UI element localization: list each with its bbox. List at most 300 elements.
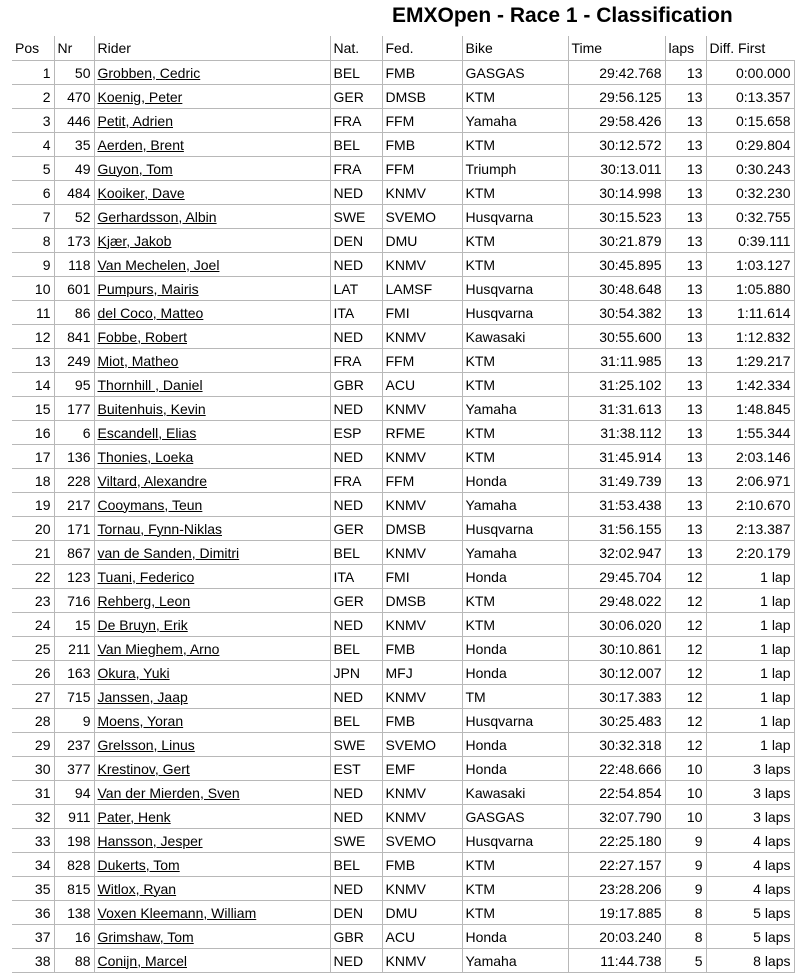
nat-cell: DEN xyxy=(330,901,382,925)
nr-cell: 95 xyxy=(54,373,94,397)
fed-cell: FMB xyxy=(382,637,462,661)
rider-link[interactable]: Kooiker, Dave xyxy=(94,181,330,205)
pos-cell: 2 xyxy=(12,85,54,109)
fed-cell: RFME xyxy=(382,421,462,445)
rider-link[interactable]: Thornhill , Daniel xyxy=(94,373,330,397)
pos-cell: 20 xyxy=(12,517,54,541)
bike-cell: KTM xyxy=(462,421,568,445)
time-cell: 30:45.895 xyxy=(568,253,665,277)
nr-cell: 163 xyxy=(54,661,94,685)
nr-cell: 50 xyxy=(54,61,94,85)
laps-cell: 13 xyxy=(665,133,706,157)
bike-cell: KTM xyxy=(462,229,568,253)
nat-cell: NED xyxy=(330,493,382,517)
nr-cell: 35 xyxy=(54,133,94,157)
nat-cell: NED xyxy=(330,949,382,973)
nr-cell: 377 xyxy=(54,757,94,781)
rider-link[interactable]: del Coco, Matteo xyxy=(94,301,330,325)
table-row xyxy=(12,589,794,613)
time-cell: 31:11.985 xyxy=(568,349,665,373)
diff-cell: 5 laps xyxy=(706,925,794,949)
rider-link[interactable]: Conijn, Marcel xyxy=(94,949,330,973)
diff-cell: 5 laps xyxy=(706,901,794,925)
time-cell: 30:48.648 xyxy=(568,277,665,301)
bike-cell: KTM xyxy=(462,349,568,373)
bike-cell: Yamaha xyxy=(462,109,568,133)
fed-cell: FFM xyxy=(382,109,462,133)
table-row xyxy=(12,829,794,853)
nr-cell: 228 xyxy=(54,469,94,493)
pos-cell: 25 xyxy=(12,637,54,661)
rider-link[interactable]: Okura, Yuki xyxy=(94,661,330,685)
time-cell: 30:13.011 xyxy=(568,157,665,181)
rider-link[interactable]: Gerhardsson, Albin xyxy=(94,205,330,229)
laps-cell: 8 xyxy=(665,901,706,925)
nr-cell: 52 xyxy=(54,205,94,229)
laps-cell: 13 xyxy=(665,301,706,325)
rider-link[interactable]: Petit, Adrien xyxy=(94,109,330,133)
laps-cell: 10 xyxy=(665,805,706,829)
time-cell: 30:21.879 xyxy=(568,229,665,253)
fed-cell: FMB xyxy=(382,709,462,733)
table-row xyxy=(12,517,794,541)
pos-cell: 12 xyxy=(12,325,54,349)
laps-cell: 13 xyxy=(665,277,706,301)
bike-cell: Husqvarna xyxy=(462,205,568,229)
bike-cell: Honda xyxy=(462,757,568,781)
time-cell: 30:55.600 xyxy=(568,325,665,349)
time-cell: 30:12.572 xyxy=(568,133,665,157)
rider-link[interactable]: Kjær, Jakob xyxy=(94,229,330,253)
table-row xyxy=(12,253,794,277)
laps-cell: 12 xyxy=(665,685,706,709)
table-row xyxy=(12,61,794,85)
nat-cell: NED xyxy=(330,805,382,829)
table-row xyxy=(12,109,794,133)
nat-cell: NED xyxy=(330,877,382,901)
pos-cell: 34 xyxy=(12,853,54,877)
table-row xyxy=(12,493,794,517)
time-cell: 19:17.885 xyxy=(568,901,665,925)
time-cell: 31:25.102 xyxy=(568,373,665,397)
time-cell: 32:07.790 xyxy=(568,805,665,829)
bike-cell: KTM xyxy=(462,133,568,157)
table-row xyxy=(12,853,794,877)
fed-cell: FMI xyxy=(382,301,462,325)
col-header-diff: Diff. First xyxy=(706,36,794,61)
laps-cell: 13 xyxy=(665,253,706,277)
nat-cell: ESP xyxy=(330,421,382,445)
laps-cell: 12 xyxy=(665,637,706,661)
nat-cell: GER xyxy=(330,517,382,541)
table-row xyxy=(12,445,794,469)
pos-cell: 26 xyxy=(12,661,54,685)
nat-cell: BEL xyxy=(330,133,382,157)
nat-cell: JPN xyxy=(330,661,382,685)
nr-cell: 211 xyxy=(54,637,94,661)
bike-cell: Husqvarna xyxy=(462,277,568,301)
laps-cell: 13 xyxy=(665,85,706,109)
pos-cell: 10 xyxy=(12,277,54,301)
table-row xyxy=(12,637,794,661)
rider-link[interactable]: Koenig, Peter xyxy=(94,85,330,109)
time-cell: 29:56.125 xyxy=(568,85,665,109)
laps-cell: 9 xyxy=(665,829,706,853)
table-row xyxy=(12,133,794,157)
table-body xyxy=(12,61,794,973)
bike-cell: Honda xyxy=(462,661,568,685)
fed-cell: DMU xyxy=(382,229,462,253)
time-cell: 29:45.704 xyxy=(568,565,665,589)
diff-cell: 0:13.357 xyxy=(706,85,794,109)
nat-cell: NED xyxy=(330,781,382,805)
fed-cell: KNMV xyxy=(382,685,462,709)
rider-link[interactable]: De Bruyn, Erik xyxy=(94,613,330,637)
nat-cell: ITA xyxy=(330,565,382,589)
bike-cell: GASGAS xyxy=(462,805,568,829)
rider-link[interactable]: Aerden, Brent xyxy=(94,133,330,157)
bike-cell: KTM xyxy=(462,901,568,925)
pos-cell: 17 xyxy=(12,445,54,469)
nr-cell: 16 xyxy=(54,925,94,949)
pos-cell: 6 xyxy=(12,181,54,205)
rider-link[interactable]: Tuani, Federico xyxy=(94,565,330,589)
bike-cell: Yamaha xyxy=(462,541,568,565)
col-header-bike: Bike xyxy=(462,36,568,61)
rider-link[interactable]: Witlox, Ryan xyxy=(94,877,330,901)
fed-cell: SVEMO xyxy=(382,205,462,229)
diff-cell: 1 lap xyxy=(706,709,794,733)
laps-cell: 13 xyxy=(665,373,706,397)
nr-cell: 716 xyxy=(54,589,94,613)
nat-cell: LAT xyxy=(330,277,382,301)
time-cell: 31:56.155 xyxy=(568,517,665,541)
rider-link[interactable]: Voxen Kleemann, William xyxy=(94,901,330,925)
nat-cell: SWE xyxy=(330,829,382,853)
laps-cell: 13 xyxy=(665,397,706,421)
diff-cell: 8 laps xyxy=(706,949,794,973)
nr-cell: 867 xyxy=(54,541,94,565)
nat-cell: ITA xyxy=(330,301,382,325)
rider-link[interactable]: Buitenhuis, Kevin xyxy=(94,397,330,421)
nr-cell: 88 xyxy=(54,949,94,973)
table-row xyxy=(12,685,794,709)
laps-cell: 13 xyxy=(665,445,706,469)
nat-cell: DEN xyxy=(330,229,382,253)
fed-cell: DMSB xyxy=(382,589,462,613)
rider-link[interactable]: Van Mechelen, Joel xyxy=(94,253,330,277)
time-cell: 31:53.438 xyxy=(568,493,665,517)
pos-cell: 3 xyxy=(12,109,54,133)
col-header-pos: Pos xyxy=(12,36,54,61)
nr-cell: 470 xyxy=(54,85,94,109)
diff-cell: 3 laps xyxy=(706,805,794,829)
table-row xyxy=(12,85,794,109)
rider-link[interactable]: Hansson, Jesper xyxy=(94,829,330,853)
table-row xyxy=(12,301,794,325)
table-row xyxy=(12,373,794,397)
fed-cell: KNMV xyxy=(382,181,462,205)
rider-link[interactable]: Van der Mierden, Sven xyxy=(94,781,330,805)
fed-cell: KNMV xyxy=(382,877,462,901)
nr-cell: 173 xyxy=(54,229,94,253)
diff-cell: 0:29.804 xyxy=(706,133,794,157)
rider-link[interactable]: Fobbe, Robert xyxy=(94,325,330,349)
nat-cell: SWE xyxy=(330,733,382,757)
rider-link[interactable]: Grimshaw, Tom xyxy=(94,925,330,949)
time-cell: 31:38.112 xyxy=(568,421,665,445)
laps-cell: 12 xyxy=(665,613,706,637)
pos-cell: 1 xyxy=(12,61,54,85)
diff-cell: 1:12.832 xyxy=(706,325,794,349)
nr-cell: 86 xyxy=(54,301,94,325)
bike-cell: Honda xyxy=(462,565,568,589)
nat-cell: NED xyxy=(330,685,382,709)
rider-link[interactable]: Grobben, Cedric xyxy=(94,61,330,85)
table-row xyxy=(12,661,794,685)
bike-cell: Husqvarna xyxy=(462,517,568,541)
fed-cell: FMI xyxy=(382,565,462,589)
bike-cell: KTM xyxy=(462,253,568,277)
time-cell: 29:58.426 xyxy=(568,109,665,133)
nat-cell: NED xyxy=(330,253,382,277)
nat-cell: GBR xyxy=(330,373,382,397)
pos-cell: 36 xyxy=(12,901,54,925)
header-row xyxy=(12,36,794,61)
rider-link[interactable]: Miot, Matheo xyxy=(94,349,330,373)
bike-cell: Honda xyxy=(462,637,568,661)
bike-cell: Husqvarna xyxy=(462,829,568,853)
fed-cell: KNMV xyxy=(382,781,462,805)
rider-link[interactable]: Thonies, Loeka xyxy=(94,445,330,469)
bike-cell: TM xyxy=(462,685,568,709)
laps-cell: 13 xyxy=(665,205,706,229)
diff-cell: 4 laps xyxy=(706,877,794,901)
bike-cell: Kawasaki xyxy=(462,781,568,805)
fed-cell: KNMV xyxy=(382,445,462,469)
nr-cell: 6 xyxy=(54,421,94,445)
time-cell: 31:45.914 xyxy=(568,445,665,469)
nr-cell: 249 xyxy=(54,349,94,373)
rider-link[interactable]: Pumpurs, Mairis xyxy=(94,277,330,301)
table-row xyxy=(12,949,794,973)
pos-cell: 21 xyxy=(12,541,54,565)
time-cell: 30:12.007 xyxy=(568,661,665,685)
laps-cell: 13 xyxy=(665,229,706,253)
diff-cell: 2:10.670 xyxy=(706,493,794,517)
diff-cell: 0:32.230 xyxy=(706,181,794,205)
fed-cell: DMU xyxy=(382,901,462,925)
rider-link[interactable]: Viltard, Alexandre xyxy=(94,469,330,493)
bike-cell: Husqvarna xyxy=(462,709,568,733)
bike-cell: KTM xyxy=(462,85,568,109)
diff-cell: 1 lap xyxy=(706,565,794,589)
rider-link[interactable]: Guyon, Tom xyxy=(94,157,330,181)
rider-link[interactable]: Tornau, Fynn-Niklas xyxy=(94,517,330,541)
bike-cell: KTM xyxy=(462,445,568,469)
diff-cell: 4 laps xyxy=(706,853,794,877)
col-header-time: Time xyxy=(568,36,665,61)
diff-cell: 1 lap xyxy=(706,589,794,613)
time-cell: 32:02.947 xyxy=(568,541,665,565)
laps-cell: 12 xyxy=(665,709,706,733)
fed-cell: FMB xyxy=(382,133,462,157)
table-row xyxy=(12,757,794,781)
fed-cell: FMB xyxy=(382,853,462,877)
table-row xyxy=(12,565,794,589)
pos-cell: 22 xyxy=(12,565,54,589)
bike-cell: KTM xyxy=(462,373,568,397)
table-row xyxy=(12,925,794,949)
diff-cell: 1 lap xyxy=(706,661,794,685)
time-cell: 20:03.240 xyxy=(568,925,665,949)
rider-link[interactable]: Janssen, Jaap xyxy=(94,685,330,709)
rider-link[interactable]: Moens, Yoran xyxy=(94,709,330,733)
laps-cell: 13 xyxy=(665,109,706,133)
table-row xyxy=(12,613,794,637)
bike-cell: Kawasaki xyxy=(462,325,568,349)
diff-cell: 1 lap xyxy=(706,733,794,757)
col-header-fed: Fed. xyxy=(382,36,462,61)
nr-cell: 171 xyxy=(54,517,94,541)
nr-cell: 9 xyxy=(54,709,94,733)
time-cell: 30:10.861 xyxy=(568,637,665,661)
bike-cell: Yamaha xyxy=(462,397,568,421)
rider-link[interactable]: Cooymans, Teun xyxy=(94,493,330,517)
time-cell: 30:25.483 xyxy=(568,709,665,733)
rider-link[interactable]: van de Sanden, Dimitri xyxy=(94,541,330,565)
time-cell: 30:06.020 xyxy=(568,613,665,637)
diff-cell: 3 laps xyxy=(706,757,794,781)
time-cell: 23:28.206 xyxy=(568,877,665,901)
time-cell: 31:31.613 xyxy=(568,397,665,421)
fed-cell: LAMSF xyxy=(382,277,462,301)
laps-cell: 10 xyxy=(665,757,706,781)
col-header-nat: Nat. xyxy=(330,36,382,61)
laps-cell: 5 xyxy=(665,949,706,973)
nr-cell: 49 xyxy=(54,157,94,181)
table-row xyxy=(12,805,794,829)
pos-cell: 11 xyxy=(12,301,54,325)
pos-cell: 28 xyxy=(12,709,54,733)
diff-cell: 1 lap xyxy=(706,637,794,661)
pos-cell: 5 xyxy=(12,157,54,181)
pos-cell: 31 xyxy=(12,781,54,805)
nr-cell: 136 xyxy=(54,445,94,469)
bike-cell: KTM xyxy=(462,853,568,877)
nr-cell: 138 xyxy=(54,901,94,925)
diff-cell: 1 lap xyxy=(706,613,794,637)
fed-cell: MFJ xyxy=(382,661,462,685)
table-row xyxy=(12,421,794,445)
fed-cell: EMF xyxy=(382,757,462,781)
pos-cell: 35 xyxy=(12,877,54,901)
diff-cell: 1:55.344 xyxy=(706,421,794,445)
fed-cell: FFM xyxy=(382,349,462,373)
time-cell: 11:44.738 xyxy=(568,949,665,973)
fed-cell: DMSB xyxy=(382,85,462,109)
fed-cell: KNMV xyxy=(382,397,462,421)
diff-cell: 2:13.387 xyxy=(706,517,794,541)
pos-cell: 37 xyxy=(12,925,54,949)
pos-cell: 32 xyxy=(12,805,54,829)
nat-cell: FRA xyxy=(330,157,382,181)
nat-cell: SWE xyxy=(330,205,382,229)
pos-cell: 33 xyxy=(12,829,54,853)
nr-cell: 118 xyxy=(54,253,94,277)
pos-cell: 14 xyxy=(12,373,54,397)
nat-cell: NED xyxy=(330,445,382,469)
table-row xyxy=(12,157,794,181)
pos-cell: 7 xyxy=(12,205,54,229)
bike-cell: KTM xyxy=(462,877,568,901)
table-row xyxy=(12,733,794,757)
pos-cell: 9 xyxy=(12,253,54,277)
nat-cell: EST xyxy=(330,757,382,781)
time-cell: 29:48.022 xyxy=(568,589,665,613)
time-cell: 29:42.768 xyxy=(568,61,665,85)
fed-cell: SVEMO xyxy=(382,829,462,853)
diff-cell: 1:11.614 xyxy=(706,301,794,325)
fed-cell: DMSB xyxy=(382,517,462,541)
time-cell: 31:49.739 xyxy=(568,469,665,493)
bike-cell: Honda xyxy=(462,925,568,949)
laps-cell: 13 xyxy=(665,541,706,565)
bike-cell: Yamaha xyxy=(462,493,568,517)
time-cell: 30:14.998 xyxy=(568,181,665,205)
laps-cell: 8 xyxy=(665,925,706,949)
pos-cell: 15 xyxy=(12,397,54,421)
laps-cell: 13 xyxy=(665,61,706,85)
nr-cell: 217 xyxy=(54,493,94,517)
pos-cell: 27 xyxy=(12,685,54,709)
fed-cell: FFM xyxy=(382,469,462,493)
nat-cell: NED xyxy=(330,397,382,421)
nr-cell: 198 xyxy=(54,829,94,853)
bike-cell: Husqvarna xyxy=(462,301,568,325)
rider-link[interactable]: Krestinov, Gert xyxy=(94,757,330,781)
fed-cell: KNMV xyxy=(382,253,462,277)
nr-cell: 911 xyxy=(54,805,94,829)
diff-cell: 3 laps xyxy=(706,781,794,805)
pos-cell: 30 xyxy=(12,757,54,781)
nat-cell: BEL xyxy=(330,637,382,661)
fed-cell: SVEMO xyxy=(382,733,462,757)
rider-link[interactable]: Escandell, Elias xyxy=(94,421,330,445)
rider-link[interactable]: Grelsson, Linus xyxy=(94,733,330,757)
rider-link[interactable]: Dukerts, Tom xyxy=(94,853,330,877)
rider-link[interactable]: Pater, Henk xyxy=(94,805,330,829)
diff-cell: 1:48.845 xyxy=(706,397,794,421)
rider-link[interactable]: Van Mieghem, Arno xyxy=(94,637,330,661)
laps-cell: 12 xyxy=(665,565,706,589)
nr-cell: 601 xyxy=(54,277,94,301)
nat-cell: GER xyxy=(330,589,382,613)
laps-cell: 13 xyxy=(665,349,706,373)
rider-link[interactable]: Rehberg, Leon xyxy=(94,589,330,613)
pos-cell: 29 xyxy=(12,733,54,757)
nat-cell: GBR xyxy=(330,925,382,949)
pos-cell: 16 xyxy=(12,421,54,445)
nr-cell: 94 xyxy=(54,781,94,805)
nat-cell: BEL xyxy=(330,541,382,565)
laps-cell: 13 xyxy=(665,493,706,517)
bike-cell: Triumph xyxy=(462,157,568,181)
fed-cell: KNMV xyxy=(382,613,462,637)
nat-cell: FRA xyxy=(330,469,382,493)
pos-cell: 24 xyxy=(12,613,54,637)
nat-cell: BEL xyxy=(330,709,382,733)
